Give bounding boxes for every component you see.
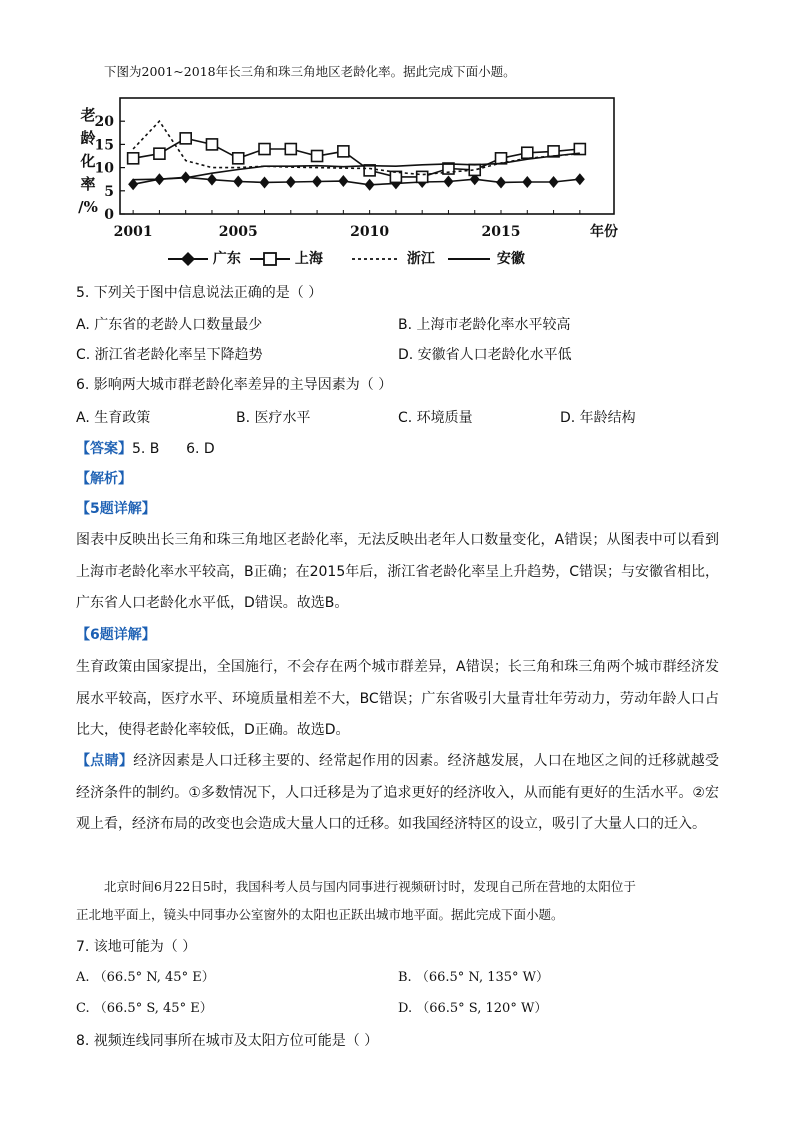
legend-label-guangdong: 广东	[212, 251, 241, 267]
data-point-diamond	[312, 176, 322, 188]
data-point-diamond	[575, 173, 585, 185]
data-point-diamond	[286, 176, 296, 188]
data-point-diamond	[260, 176, 270, 188]
q7-option-b[interactable]: B. （66.5° N, 135° W）	[398, 970, 550, 985]
intro-text-1: 下图为2001~2018年长三角和珠三角地区老龄化率。据此完成下面小题。	[104, 64, 516, 79]
data-point-square	[233, 153, 244, 164]
q5-option-a[interactable]: A. 广东省的老龄人口数量最少	[76, 317, 263, 333]
data-point-diamond	[207, 174, 217, 186]
answer-line	[76, 438, 215, 460]
data-point-square	[522, 147, 533, 158]
legend-label-zhejiang: 浙江	[406, 251, 435, 267]
answer-text: 5. B 6. D	[132, 441, 215, 457]
x-tick-label: 2010	[350, 224, 390, 240]
tip-paragraph	[76, 746, 719, 841]
series-line-3	[133, 153, 580, 180]
intro-text-2-line2: 正北地平面上，镜头中同事办公室窗外的太阳也正跃出城市地平面。据此完成下面小题。	[76, 907, 564, 922]
data-point-diamond	[233, 176, 243, 188]
data-point-square	[259, 144, 270, 155]
data-point-diamond	[338, 175, 348, 187]
data-point-square	[128, 153, 139, 164]
detail6-text: 生育政策由国家提出，全国施行，不会存在两个城市群差异，A错误；长三角和珠三角两个城市群经济发展水平较高，医疗水平、环境质量相差不大，BC错误；广东省吸引大量青壮年劳动力，劳动年龄人口占比大，使得老龄化率较低，D正确。故选D。	[76, 659, 719, 738]
x-tick-label: 2001	[113, 224, 153, 240]
y-tick-label: 10	[94, 160, 114, 177]
data-point-square	[338, 146, 349, 157]
q6-stem: 6. 影响两大城市群老龄化率差异的主导因素为（ ）	[76, 377, 393, 393]
y-axis-label: 化	[80, 152, 96, 170]
q7-option-a[interactable]: A. （66.5° N, 45° E）	[76, 970, 215, 985]
legend-label-anhui: 安徽	[496, 251, 525, 267]
y-tick-label: 15	[94, 137, 114, 154]
data-point-square	[285, 144, 296, 155]
tip-tag: 【点睛】	[76, 753, 134, 769]
x-tick-label: 2015	[481, 224, 521, 240]
q5-option-b[interactable]: B. 上海市老龄化率水平较高	[398, 317, 571, 333]
legend-label-shanghai: 上海	[294, 251, 323, 267]
q6-option-b[interactable]: B. 医疗水平	[236, 410, 311, 426]
q5-stem: 5. 下列关于图中信息说法正确的是（ ）	[76, 285, 323, 301]
data-point-diamond	[496, 176, 506, 188]
data-point-diamond	[522, 176, 532, 188]
q7-option-c[interactable]: C. （66.5° S, 45° E）	[76, 1001, 213, 1016]
dashed-line-icon	[352, 249, 402, 269]
y-tick-label: 5	[104, 183, 114, 200]
y-tick-label: 20	[94, 114, 114, 131]
q7-option-d[interactable]: D. （66.5° S, 120° W）	[398, 1001, 548, 1016]
series-line-1	[133, 138, 580, 177]
diamond-marker-icon	[168, 249, 208, 269]
chart-legend	[168, 248, 548, 274]
series-line-0	[133, 177, 580, 185]
solid-line-icon	[448, 249, 492, 269]
legend-item-guangdong	[168, 248, 241, 269]
y-tick-label: 0	[104, 207, 114, 223]
q5-option-d[interactable]: D. 安徽省人口老龄化水平低	[398, 347, 572, 363]
detail5-tag	[76, 498, 156, 520]
q6-option-a[interactable]: A. 生育政策	[76, 410, 151, 426]
plot-frame	[120, 98, 614, 214]
detail6-tag-text: 【6题详解】	[76, 627, 156, 643]
x-tick-label: 2005	[218, 224, 258, 240]
y-axis-label: 龄	[80, 129, 96, 147]
answer-tag: 【答案】	[76, 441, 132, 457]
detail5-tag-text: 【5题详解】	[76, 501, 156, 517]
analysis-tag	[76, 468, 132, 490]
data-point-square	[154, 148, 165, 159]
q6-option-d[interactable]: D. 年龄结构	[560, 410, 636, 426]
y-axis-label: /%	[78, 198, 98, 216]
y-axis-label: 老	[80, 106, 96, 124]
q8-stem: 8. 视频连线同事所在城市及太阳方位可能是（ ）	[76, 1033, 379, 1049]
square-marker-icon	[250, 249, 290, 269]
data-point-square	[206, 139, 217, 150]
tip-text: 经济因素是人口迁移主要的、经常起作用的因素。经济越发展，人口在地区之间的迁移就越受经济条件的制约。①多数情况下，人口迁移是为了追求更好的经济收入，从而能有更好的生活水平。②宏观上看，经济布局的改变也会造成大量人口的迁移。如我国经济特区的设立，吸引了大量人口的迁入。	[76, 753, 720, 832]
intro-text-2-line1: 北京时间6月22日5时，我国科考人员与国内同事进行视频研讨时，发现自己所在营地的太阳位于	[104, 879, 636, 894]
detail6-tag	[76, 624, 156, 646]
analysis-tag-text: 【解析】	[76, 471, 132, 487]
legend-item-shanghai	[250, 248, 323, 269]
data-point-square	[312, 151, 323, 162]
y-axis-label: 率	[80, 175, 96, 193]
data-point-diamond	[443, 176, 453, 188]
detail5-text: 图表中反映出长三角和珠三角地区老龄化率，无法反映出老年人口数量变化，A错误；从图表中可以看到上海市老龄化率水平较高，B正确；在2015年后，浙江省老龄化率呈上升趋势，C错误；与安徽省相比，广东省人口老龄化水平低，D错误。故选B。	[76, 532, 720, 611]
q7-stem: 7. 该地可能为（ ）	[76, 939, 197, 955]
data-point-square	[417, 171, 428, 182]
q6-option-c[interactable]: C. 环境质量	[398, 410, 473, 426]
q5-option-c[interactable]: C. 浙江省老龄化率呈下降趋势	[76, 347, 263, 363]
data-point-diamond	[549, 176, 559, 188]
x-axis-label: 年份	[590, 224, 618, 240]
data-point-square	[180, 133, 191, 144]
legend-item-anhui	[448, 248, 525, 269]
data-point-diamond	[365, 179, 375, 191]
legend-item-zhejiang	[352, 248, 435, 269]
aging-rate-chart	[74, 90, 634, 250]
